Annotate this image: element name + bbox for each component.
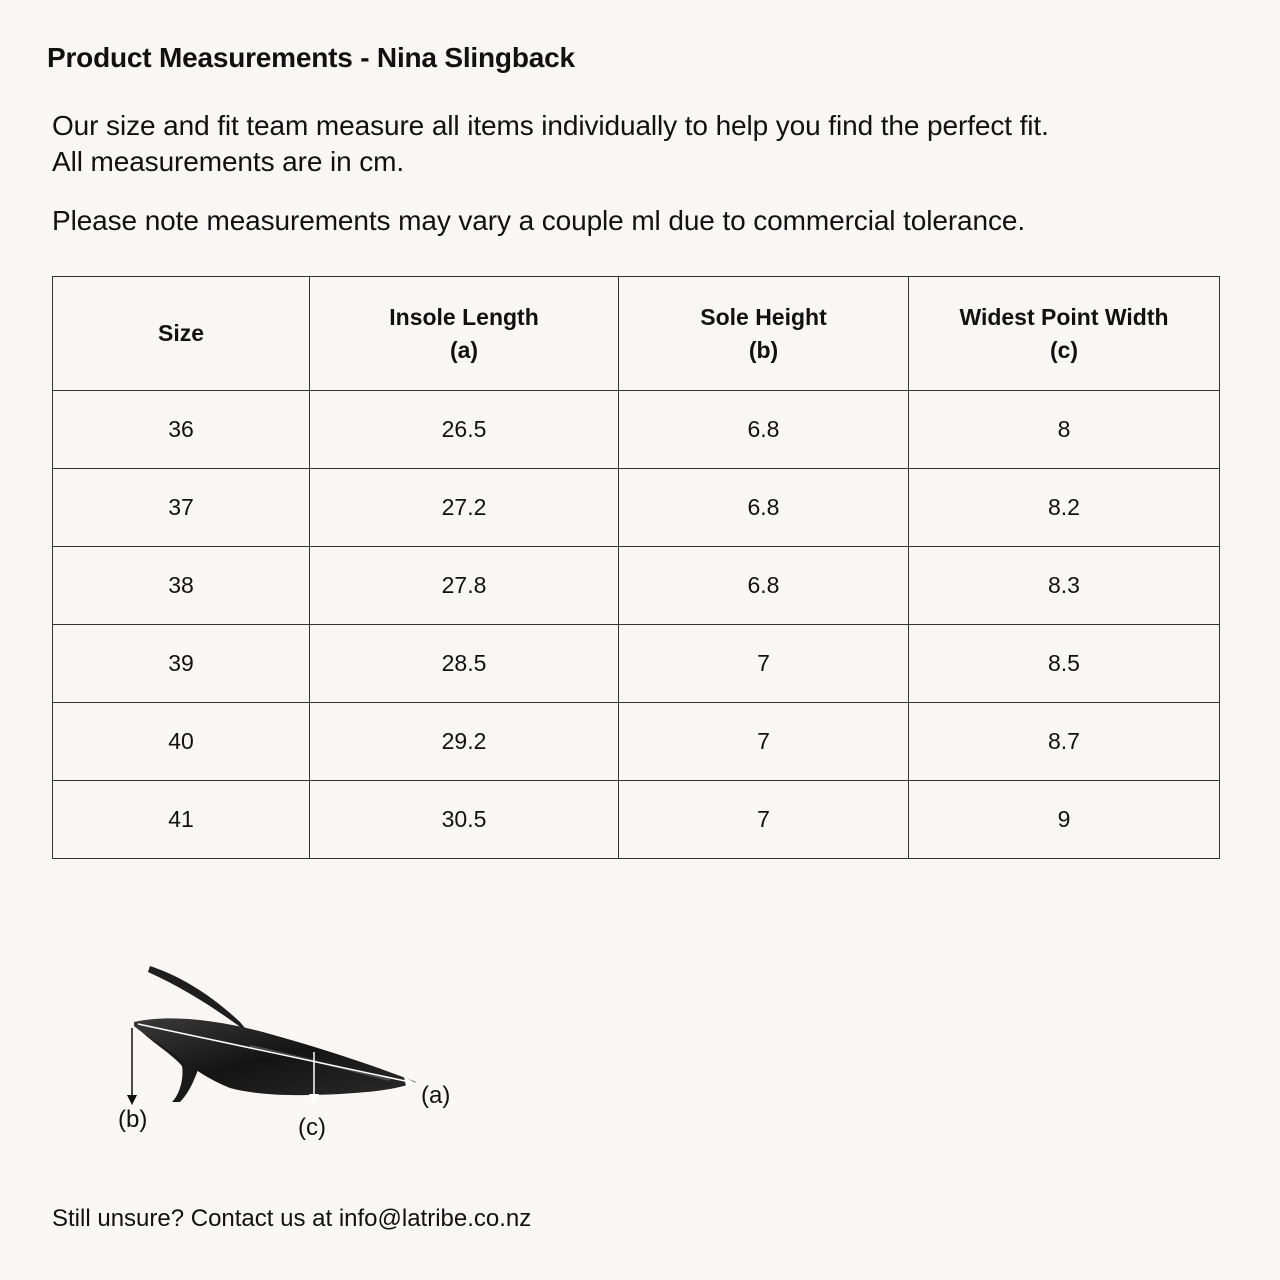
header-sole-height-code: (b) [748,336,779,363]
label-a: (a) [421,1082,451,1109]
cell-sole-height: 7 [619,703,909,781]
cell-insole-length: 30.5 [310,781,619,859]
cell-insole-length: 27.2 [310,469,619,547]
intro-line-2: All measurements are in cm. [52,146,405,177]
cell-sole-height: 6.8 [619,469,909,547]
label-c: (c) [298,1114,326,1141]
header-widest-point-width-code: (c) [1049,336,1079,363]
cell-sole-height: 7 [619,781,909,859]
intro-text [52,108,1049,180]
header-widest-point-width-label: Widest Point Width [959,303,1169,330]
header-sole-height-label: Sole Height [700,303,827,330]
header-widest-point-width [909,277,1220,391]
cell-widest-point-width: 8 [909,391,1220,469]
header-size-label: Size [157,320,205,346]
table-header-row [53,277,1220,391]
header-insole-length [310,277,619,391]
cell-widest-point-width: 8.5 [909,625,1220,703]
table-row [53,781,1220,859]
cell-widest-point-width: 9 [909,781,1220,859]
cell-insole-length: 28.5 [310,625,619,703]
contact-footer: Still unsure? Contact us at info@latribe.co.nz [52,1205,532,1232]
cell-insole-length: 29.2 [310,703,619,781]
cell-size: 37 [53,469,310,547]
cell-insole-length: 26.5 [310,391,619,469]
cell-size: 38 [53,547,310,625]
cell-insole-length: 27.8 [310,547,619,625]
table-row [53,625,1220,703]
cell-size: 36 [53,391,310,469]
table-row [53,391,1220,469]
header-size [53,277,310,391]
cell-widest-point-width: 8.7 [909,703,1220,781]
cell-size: 40 [53,703,310,781]
size-table [52,276,1220,859]
table-row [53,703,1220,781]
header-sole-height [619,277,909,391]
header-insole-length-code: (a) [449,336,479,363]
cell-size: 39 [53,625,310,703]
cell-sole-height: 7 [619,625,909,703]
cell-widest-point-width: 8.2 [909,469,1220,547]
table-row [53,547,1220,625]
page-title: Product Measurements - Nina Slingback [47,42,575,73]
cell-size: 41 [53,781,310,859]
tolerance-note: Please note measurements may vary a couple ml due to commercial tolerance. [52,205,1026,236]
header-insole-length-label: Insole Length [389,303,539,330]
slingback-shoe-illustration [100,950,480,1150]
intro-line-1: Our size and fit team measure all items individually to help you find the perfect fit. [52,110,1049,141]
label-b: (b) [118,1106,148,1133]
shoe-measurement-diagram [100,950,480,1150]
table-row [53,469,1220,547]
cell-sole-height: 6.8 [619,391,909,469]
cell-sole-height: 6.8 [619,547,909,625]
cell-widest-point-width: 8.3 [909,547,1220,625]
